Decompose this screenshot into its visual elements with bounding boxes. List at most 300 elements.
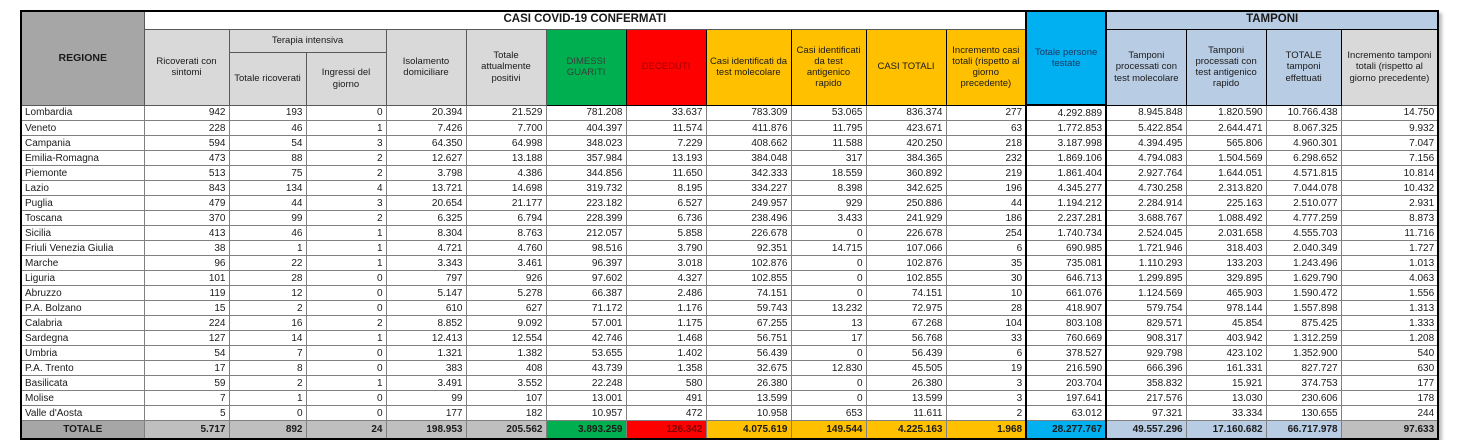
value-cell: 2.931 [1341,196,1438,211]
value-cell: 3.461 [466,256,546,271]
value-cell: 56.439 [866,346,946,361]
value-cell: 2.524.045 [1106,226,1186,241]
value-cell: 1.861.404 [1026,166,1106,181]
table-row [21,196,1438,211]
value-cell: 3.343 [386,256,466,271]
value-cell: 28 [229,271,306,286]
value-cell: 8.398 [791,181,866,196]
region-name-cell: Friuli Venezia Giulia [21,241,144,256]
value-cell: 56.439 [706,346,791,361]
value-cell: 75 [229,166,306,181]
value-cell: 21.529 [466,105,546,121]
value-cell: 1 [306,121,386,136]
value-cell: 43.739 [546,361,626,376]
table-row [21,166,1438,181]
value-cell: 2 [306,166,386,181]
value-cell: 1.312.259 [1266,331,1341,346]
region-name-cell: Campania [21,136,144,151]
value-cell: 2 [306,316,386,331]
table-row [21,181,1438,196]
table-row [21,121,1438,136]
region-name-cell: Lombardia [21,105,144,121]
value-cell: 1.721.946 [1106,241,1186,256]
value-cell: 1.869.106 [1026,151,1106,166]
value-cell: 212.057 [546,226,626,241]
value-cell: 7.426 [386,121,466,136]
value-cell: 197.641 [1026,391,1106,406]
value-cell: 24 [306,421,386,440]
value-cell: 15 [144,301,229,316]
value-cell: 4.063 [1341,271,1438,286]
value-cell: 64.998 [466,136,546,151]
table-row [21,316,1438,331]
value-cell: 46 [229,121,306,136]
value-cell: 12.413 [386,331,466,346]
value-cell: 22 [229,256,306,271]
value-cell: 10.766.438 [1266,105,1341,121]
value-cell: 357.984 [546,151,626,166]
value-cell: 64.350 [386,136,466,151]
value-cell: 3.491 [386,376,466,391]
value-cell: 1.243.496 [1266,256,1341,271]
value-cell: 21.177 [466,196,546,211]
value-cell: 9.092 [466,316,546,331]
value-cell: 74.151 [866,286,946,301]
value-cell: 11.795 [791,121,866,136]
value-cell: 342.625 [866,181,946,196]
value-cell: 1.820.590 [1186,105,1266,121]
region-name-cell: Piemonte [21,166,144,181]
value-cell: 10.957 [546,406,626,421]
value-cell: 5.858 [626,226,706,241]
value-cell: 2 [946,406,1026,421]
value-cell: 4 [306,181,386,196]
value-cell: 627 [466,301,546,316]
value-cell: 7.047 [1341,136,1438,151]
value-cell: 8.067.325 [1266,121,1341,136]
value-cell: 404.397 [546,121,626,136]
value-cell: 413 [144,226,229,241]
value-cell: 88 [229,151,306,166]
value-cell: 130.655 [1266,406,1341,421]
value-cell: 72.975 [866,301,946,316]
value-cell: 3.552 [466,376,546,391]
value-cell: 6.736 [626,211,706,226]
value-cell: 1.382 [466,346,546,361]
value-cell: 2.486 [626,286,706,301]
value-cell: 16 [229,316,306,331]
value-cell: 0 [306,301,386,316]
region-name-cell: Calabria [21,316,144,331]
value-cell: 0 [306,361,386,376]
value-cell: 8.873 [1341,211,1438,226]
value-cell: 3.893.259 [546,421,626,440]
value-cell: 760.669 [1026,331,1106,346]
covid-table-container [20,10,1439,440]
value-cell: 2 [306,151,386,166]
value-cell: 1.124.569 [1106,286,1186,301]
region-name-cell: Valle d'Aosta [21,406,144,421]
value-cell: 1.352.900 [1266,346,1341,361]
value-cell: 59.743 [706,301,791,316]
value-cell: 4.960.301 [1266,136,1341,151]
value-cell: 38 [144,241,229,256]
value-cell: 5.717 [144,421,229,440]
value-cell: 1.088.492 [1186,211,1266,226]
value-cell: 107 [466,391,546,406]
column-header-isolamento: Isolamento domiciliare [386,29,466,105]
value-cell: 3 [946,391,1026,406]
value-cell: 99 [386,391,466,406]
value-cell: 63.012 [1026,406,1106,421]
value-cell: 3.688.767 [1106,211,1186,226]
value-cell: 228.399 [546,211,626,226]
value-cell: 319.732 [546,181,626,196]
table-row [21,286,1438,301]
table-row [21,226,1438,241]
value-cell: 7.156 [1341,151,1438,166]
value-cell: 491 [626,391,706,406]
table-row [21,241,1438,256]
value-cell: 216.590 [1026,361,1106,376]
value-cell: 28.277.767 [1026,421,1106,440]
value-cell: 13.193 [626,151,706,166]
value-cell: 4.345.277 [1026,181,1106,196]
region-name-cell: Toscana [21,211,144,226]
value-cell: 797 [386,271,466,286]
value-cell: 829.571 [1106,316,1186,331]
value-cell: 226.678 [706,226,791,241]
value-cell: 15.921 [1186,376,1266,391]
value-cell: 0 [791,256,866,271]
value-cell: 1 [306,331,386,346]
table-row [21,361,1438,376]
value-cell: 26.380 [866,376,946,391]
value-cell: 411.876 [706,121,791,136]
value-cell: 102.855 [706,271,791,286]
value-cell: 1.402 [626,346,706,361]
value-cell: 46 [229,226,306,241]
value-cell: 1.557.898 [1266,301,1341,316]
value-cell: 97.633 [1341,421,1438,440]
value-cell: 97.321 [1106,406,1186,421]
value-cell: 783.309 [706,105,791,121]
value-cell: 133.203 [1186,256,1266,271]
value-cell: 230.606 [1266,391,1341,406]
value-cell: 0 [229,406,306,421]
value-cell: 579.754 [1106,301,1186,316]
value-cell: 1.208 [1341,331,1438,346]
value-cell: 6.298.652 [1266,151,1341,166]
value-cell: 3 [946,376,1026,391]
value-cell: 10.958 [706,406,791,421]
value-cell: 4.386 [466,166,546,181]
value-cell: 0 [791,226,866,241]
value-cell: 1 [306,226,386,241]
value-cell: 12.554 [466,331,546,346]
value-cell: 66.387 [546,286,626,301]
value-cell: 14 [229,331,306,346]
value-cell: 218 [946,136,1026,151]
value-cell: 2.040.349 [1266,241,1341,256]
value-cell: 217.576 [1106,391,1186,406]
value-cell: 226.678 [866,226,946,241]
value-cell: 4.327 [626,271,706,286]
value-cell: 6.325 [386,211,466,226]
value-cell: 8.945.848 [1106,105,1186,121]
value-cell: 908.317 [1106,331,1186,346]
value-cell: 465.903 [1186,286,1266,301]
table-row [21,256,1438,271]
table-row [21,346,1438,361]
table-body [21,105,1438,439]
value-cell: 1 [306,241,386,256]
value-cell: 8.195 [626,181,706,196]
value-cell: 1.556 [1341,286,1438,301]
value-cell: 781.208 [546,105,626,121]
value-cell: 630 [1341,361,1438,376]
value-cell: 14.698 [466,181,546,196]
region-name-cell: Basilicata [21,376,144,391]
column-header-incremento-tamponi: Incremento tamponi totali (rispetto al giorno precedente) [1341,29,1438,105]
value-cell: 7.700 [466,121,546,136]
value-cell: 12 [229,286,306,301]
region-name-cell: TOTALE [21,421,144,440]
value-cell: 2.237.281 [1026,211,1106,226]
column-header-totale-ricoverati: Totale ricoverati [229,52,306,105]
value-cell: 827.727 [1266,361,1341,376]
value-cell: 5 [144,406,229,421]
value-cell: 33.637 [626,105,706,121]
value-cell: 20.394 [386,105,466,121]
value-cell: 1.468 [626,331,706,346]
value-cell: 13.599 [706,391,791,406]
value-cell: 13.188 [466,151,546,166]
band-header-casi-confermati: CASI COVID-19 CONFERMATI [144,11,1026,29]
value-cell: 4.292.889 [1026,105,1106,121]
value-cell: 186 [946,211,1026,226]
column-header-regione: REGIONE [21,11,144,105]
region-name-cell: Sardegna [21,331,144,346]
value-cell: 403.942 [1186,331,1266,346]
value-cell: 5.278 [466,286,546,301]
value-cell: 101 [144,271,229,286]
value-cell: 53.655 [546,346,626,361]
value-cell: 11.716 [1341,226,1438,241]
value-cell: 5.422.854 [1106,121,1186,136]
value-cell: 0 [306,271,386,286]
value-cell: 540 [1341,346,1438,361]
value-cell: 178 [1341,391,1438,406]
value-cell: 17 [144,361,229,376]
region-name-cell: Marche [21,256,144,271]
value-cell: 10.432 [1341,181,1438,196]
value-cell: 13.030 [1186,391,1266,406]
value-cell: 1.772.853 [1026,121,1106,136]
value-cell: 1 [229,391,306,406]
value-cell: 12.627 [386,151,466,166]
column-header-casi-totali: CASI TOTALI [866,29,946,105]
value-cell: 1.194.212 [1026,196,1106,211]
value-cell: 10.814 [1341,166,1438,181]
value-cell: 11.574 [626,121,706,136]
value-cell: 0 [306,391,386,406]
value-cell: 1.504.569 [1186,151,1266,166]
value-cell: 35 [946,256,1026,271]
value-cell: 14.750 [1341,105,1438,121]
value-cell: 4.075.619 [706,421,791,440]
table-row [21,331,1438,346]
value-cell: 198.953 [386,421,466,440]
value-cell: 836.374 [866,105,946,121]
region-name-cell: Veneto [21,121,144,136]
value-cell: 44 [946,196,1026,211]
value-cell: 11.650 [626,166,706,181]
value-cell: 196 [946,181,1026,196]
value-cell: 929.798 [1106,346,1186,361]
value-cell: 1.313 [1341,301,1438,316]
value-cell: 241.929 [866,211,946,226]
value-cell: 7.044.078 [1266,181,1341,196]
value-cell: 107.066 [866,241,946,256]
value-cell: 96.397 [546,256,626,271]
column-header-totale-tamponi: TOTALE tamponi effettuati [1266,29,1341,105]
value-cell: 0 [306,346,386,361]
value-cell: 2.644.471 [1186,121,1266,136]
value-cell: 219 [946,166,1026,181]
value-cell: 384.048 [706,151,791,166]
value-cell: 1.333 [1341,316,1438,331]
value-cell: 1.968 [946,421,1026,440]
value-cell: 71.172 [546,301,626,316]
value-cell: 98.516 [546,241,626,256]
value-cell: 177 [386,406,466,421]
value-cell: 1.740.734 [1026,226,1106,241]
value-cell: 232 [946,151,1026,166]
value-cell: 423.671 [866,121,946,136]
value-cell: 19 [946,361,1026,376]
value-cell: 4.721 [386,241,466,256]
value-cell: 4.760 [466,241,546,256]
value-cell: 803.108 [1026,316,1106,331]
value-cell: 420.250 [866,136,946,151]
covid-regions-table [20,10,1439,440]
value-cell: 8 [229,361,306,376]
value-cell: 10 [946,286,1026,301]
value-cell: 2.313.820 [1186,181,1266,196]
value-cell: 96 [144,256,229,271]
value-cell: 843 [144,181,229,196]
value-cell: 13.721 [386,181,466,196]
column-header-ingressi-giorno: Ingressi del giorno [306,52,386,105]
value-cell: 408 [466,361,546,376]
value-cell: 8.852 [386,316,466,331]
value-cell: 9.932 [1341,121,1438,136]
value-cell: 59 [144,376,229,391]
value-cell: 2.510.077 [1266,196,1341,211]
value-cell: 3.433 [791,211,866,226]
value-cell: 134 [229,181,306,196]
value-cell: 8.304 [386,226,466,241]
value-cell: 13.001 [546,391,626,406]
value-cell: 224 [144,316,229,331]
value-cell: 2 [306,211,386,226]
value-cell: 0 [791,346,866,361]
value-cell: 238.496 [706,211,791,226]
value-cell: 892 [229,421,306,440]
value-cell: 1.175 [626,316,706,331]
value-cell: 565.806 [1186,136,1266,151]
column-header-casi-molecolare: Casi identificati da test molecolare [706,29,791,105]
region-name-cell: Emilia-Romagna [21,151,144,166]
value-cell: 1 [306,376,386,391]
value-cell: 56.751 [706,331,791,346]
value-cell: 610 [386,301,466,316]
value-cell: 67.255 [706,316,791,331]
value-cell: 11.588 [791,136,866,151]
value-cell: 348.023 [546,136,626,151]
value-cell: 370 [144,211,229,226]
value-cell: 102.855 [866,271,946,286]
value-cell: 1 [306,256,386,271]
table-row [21,271,1438,286]
table-row [21,391,1438,406]
value-cell: 3.187.998 [1026,136,1106,151]
value-cell: 177 [1341,376,1438,391]
value-cell: 161.331 [1186,361,1266,376]
value-cell: 53.065 [791,105,866,121]
value-cell: 33 [946,331,1026,346]
column-header-dimessi-guariti: DIMESSI GUARITI [546,29,626,105]
value-cell: 0 [791,271,866,286]
table-row [21,376,1438,391]
value-cell: 205.562 [466,421,546,440]
value-cell: 277 [946,105,1026,121]
value-cell: 250.886 [866,196,946,211]
value-cell: 4.571.815 [1266,166,1341,181]
value-cell: 418.907 [1026,301,1106,316]
value-cell: 4.794.083 [1106,151,1186,166]
value-cell: 20.654 [386,196,466,211]
value-cell: 384.365 [866,151,946,166]
value-cell: 2.927.764 [1106,166,1186,181]
value-cell: 63 [946,121,1026,136]
value-cell: 1 [229,241,306,256]
value-cell: 127 [144,331,229,346]
value-cell: 225.163 [1186,196,1266,211]
group-header-terapia-intensiva: Terapia intensiva [229,29,386,52]
value-cell: 8.763 [466,226,546,241]
value-cell: 99 [229,211,306,226]
value-cell: 1.110.293 [1106,256,1186,271]
region-name-cell: Liguria [21,271,144,286]
value-cell: 0 [306,406,386,421]
value-cell: 203.704 [1026,376,1106,391]
value-cell: 2.031.658 [1186,226,1266,241]
value-cell: 254 [946,226,1026,241]
column-header-attualmente-positivi: Totale attualmente positivi [466,29,546,105]
region-name-cell: Umbria [21,346,144,361]
value-cell: 6 [946,241,1026,256]
value-cell: 244 [1341,406,1438,421]
value-cell: 0 [791,391,866,406]
value-cell: 6.527 [626,196,706,211]
column-header-casi-antigenico: Casi identificati da test antigenico rapido [791,29,866,105]
value-cell: 14.715 [791,241,866,256]
value-cell: 13.232 [791,301,866,316]
value-cell: 54 [229,136,306,151]
value-cell: 1.299.895 [1106,271,1186,286]
